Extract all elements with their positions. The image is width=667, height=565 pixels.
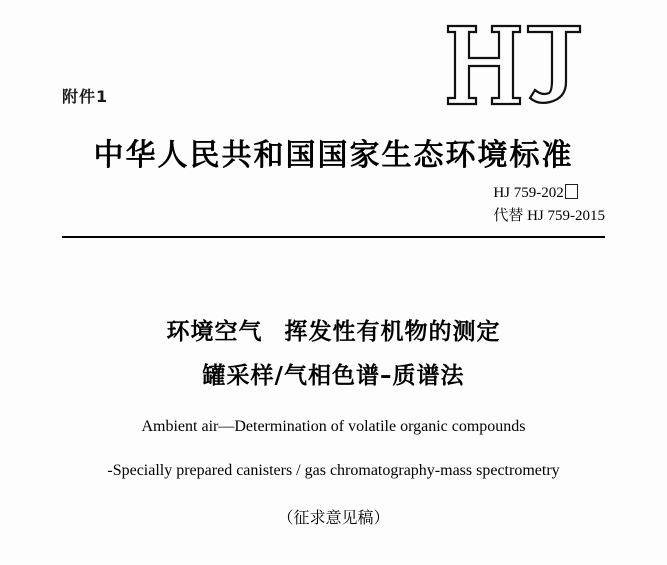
attachment-label: 附件1 — [62, 87, 109, 106]
subject-cn-part2: 挥发性有机物的测定 — [284, 319, 501, 345]
page-title: 中华人民共和国国家生态环境标准 — [93, 138, 574, 173]
subject-cn-part1: 环境空气 — [166, 319, 263, 345]
standard-number-block — [493, 182, 605, 227]
subject-title-en-line2: -Specially prepared canisters / gas chromatography-mass spectrometry — [107, 462, 560, 479]
subject-title-en-line1: Ambient air—Determination of volatile organic compounds — [141, 418, 526, 435]
draft-status-note: （征求意见稿） — [277, 508, 390, 527]
subject-title-cn — [0, 312, 667, 397]
hj-logo-icon — [442, 18, 592, 113]
standard-number-line — [493, 182, 605, 205]
standard-number: HJ 759-202 — [493, 185, 564, 201]
subject-title-cn-line2: 罐采样/气相色谱–质谱法 — [202, 363, 465, 390]
horizontal-divider — [62, 236, 605, 238]
subject-title-cn-line1 — [0, 312, 667, 352]
standard-number-placeholder-box — [565, 184, 578, 199]
replaces-number: 代替 HJ 759-2015 — [493, 207, 605, 224]
